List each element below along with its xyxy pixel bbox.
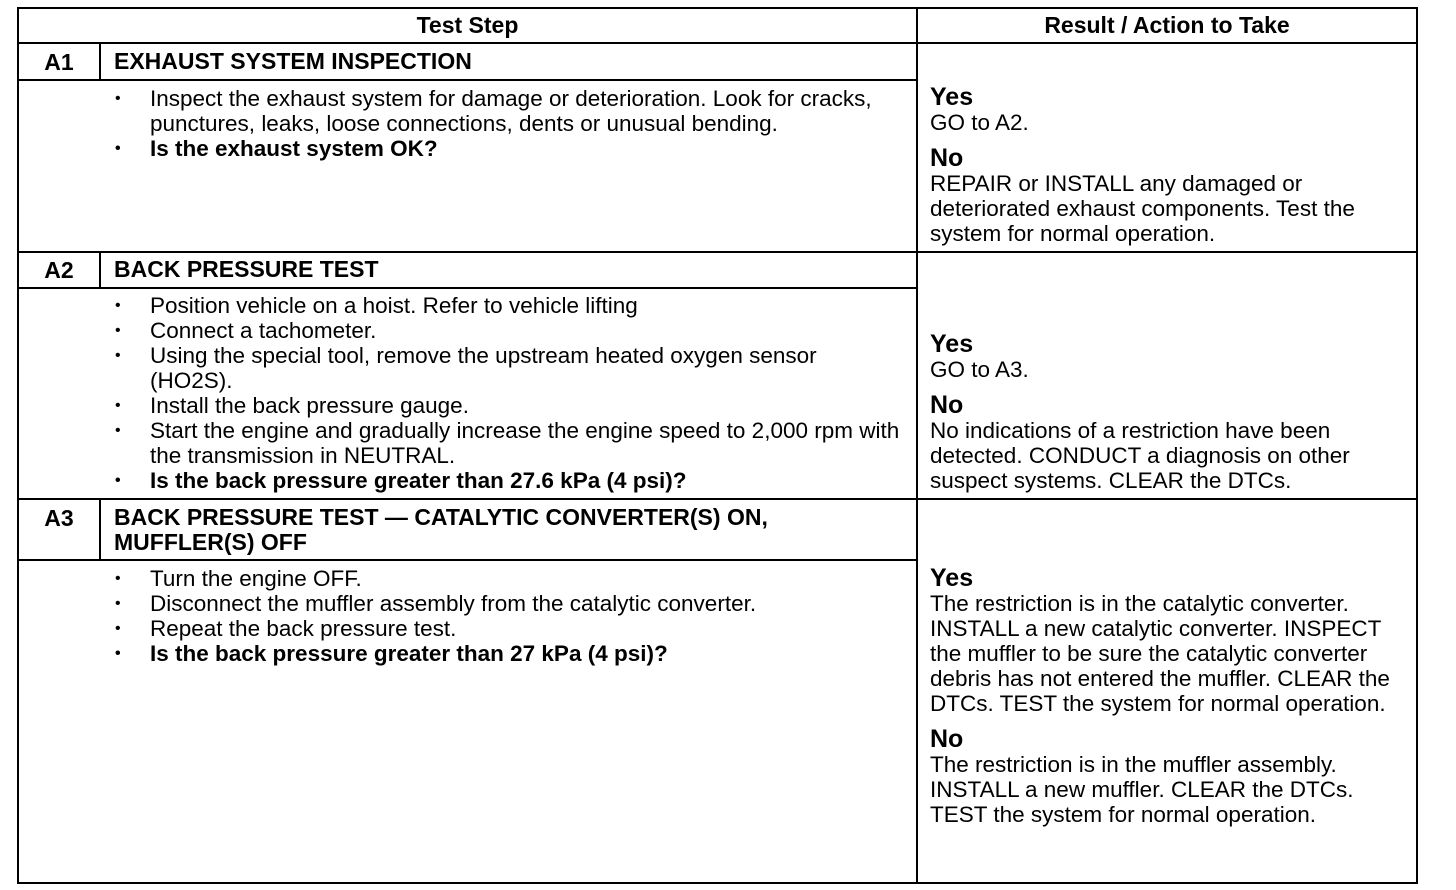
yes-action: GO to A2.	[930, 110, 1029, 135]
instruction-item: • Disconnect the muffler assembly from the catalytic converter.	[110, 591, 900, 616]
step-result	[930, 565, 1416, 827]
instruction-item: • Repeat the back pressure test.	[110, 616, 900, 641]
yes-action: The restriction is in the catalytic converter. INSTALL a new catalytic converter. INSPECT the muffler to be sure the catalytic converter debris has not entered the muffler. CLEAR the DTCs. TEST the system for normal operation.	[930, 591, 1390, 716]
step-question: • Is the back pressure greater than 27.6 kPa (4 psi)?	[110, 468, 900, 493]
instruction-item: • Install the back pressure gauge.	[110, 393, 900, 418]
step-title: BACK PRESSURE TEST	[114, 256, 379, 282]
no-label: No	[930, 391, 964, 419]
yes-label: Yes	[930, 83, 974, 111]
step-question: • Is the exhaust system OK?	[110, 136, 900, 161]
step-title-line: BACK PRESSURE TEST — CATALYTIC CONVERTER(S) ON,	[114, 504, 768, 530]
yes-label: Yes	[930, 330, 974, 358]
instruction-item: • Position vehicle on a hoist. Refer to vehicle lifting	[110, 293, 900, 318]
step-instructions	[110, 293, 900, 493]
step-title-line: MUFFLER(S) OFF	[114, 529, 307, 555]
step-question: • Is the back pressure greater than 27 kPa (4 psi)?	[110, 641, 900, 666]
step-instructions	[110, 566, 900, 666]
no-label: No	[930, 725, 964, 753]
no-action: The restriction is in the muffler assembly. INSTALL a new muffler. CLEAR the DTCs. TEST the system for normal operation.	[930, 752, 1354, 827]
no-label: No	[930, 144, 964, 172]
instruction-item: • Connect a tachometer.	[110, 318, 900, 343]
no-action: No indications of a restriction have been detected. CONDUCT a diagnosis on other suspect systems. CLEAR the DTCs.	[930, 418, 1350, 493]
yes-action: GO to A3.	[930, 357, 1029, 382]
instruction-item: • Turn the engine OFF.	[110, 566, 900, 591]
step-result	[930, 84, 1416, 246]
step-title	[114, 505, 768, 555]
header-test-step: Test Step	[416, 12, 519, 38]
step-id: A1	[44, 49, 74, 75]
no-action: REPAIR or INSTALL any damaged or deteriorated exhaust components. Test the system for normal operation.	[930, 171, 1355, 246]
step-id: A3	[44, 505, 74, 531]
header-result-action: Result / Action to Take	[1044, 12, 1290, 38]
instruction-item: • Using the special tool, remove the upstream heated oxygen sensor (HO2S).	[110, 343, 900, 393]
instruction-item: • Start the engine and gradually increase the engine speed to 2,000 rpm with the transmission in NEUTRAL.	[110, 418, 900, 468]
step-id: A2	[44, 257, 74, 283]
step-result	[930, 331, 1416, 493]
step-instructions	[110, 86, 900, 161]
step-title: EXHAUST SYSTEM INSPECTION	[114, 48, 472, 74]
instruction-item: • Inspect the exhaust system for damage or deterioration. Look for cracks, punctures, leaks, loose connections, dents or unusual bending.	[110, 86, 900, 136]
yes-label: Yes	[930, 564, 974, 592]
